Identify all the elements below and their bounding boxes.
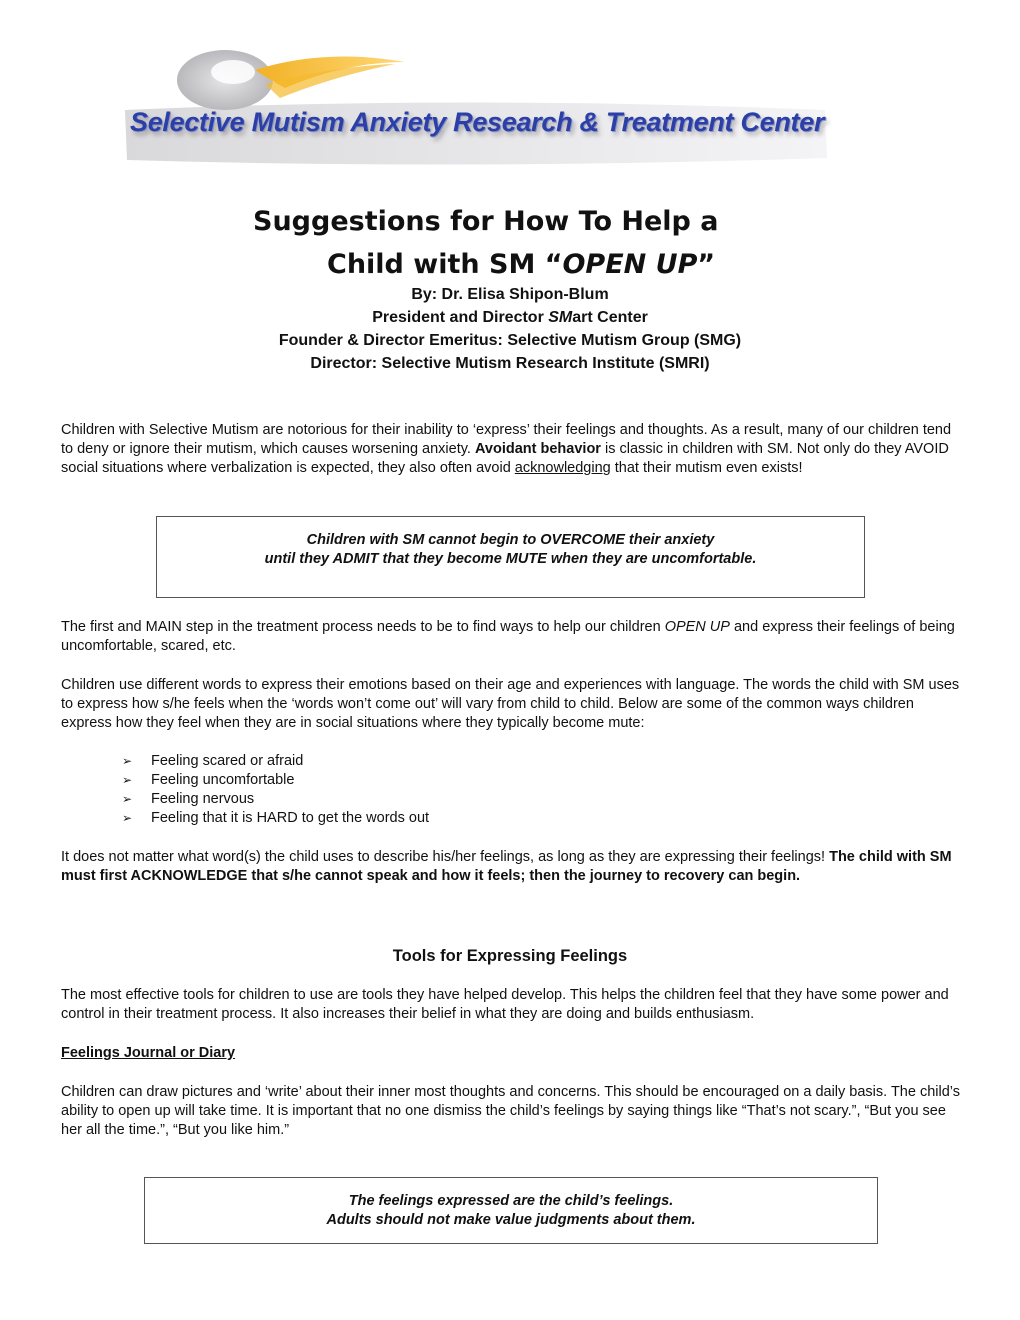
organization-logo	[105, 40, 845, 175]
author-role-2: Founder & Director Emeritus: Selective Mutism Group (SMG)	[278, 332, 742, 349]
acknowledge-paragraph: It does not matter what word(s) the child uses to describe his/her feelings, as long as they are expressing their feelings! The child with SM must first ACKNOWLEDGE that s/he cannot speak and how it feels; then the journey to recovery can begin.	[61, 849, 952, 884]
document-title-line-2: Child with SM “OPEN UP”	[327, 249, 716, 280]
logo-title: Selective Mutism Anxiety Research & Treatment Center	[130, 107, 825, 137]
journal-subheading: Feelings Journal or Diary	[61, 1045, 236, 1061]
list-item: ➢ Feeling that it is HARD to get the words out	[122, 810, 430, 826]
callout-box-overcome	[156, 516, 865, 598]
arrow-bullet-icon: ➢	[122, 773, 133, 787]
arrow-bullet-icon: ➢	[122, 792, 133, 806]
arrow-bullet-icon: ➢	[122, 754, 133, 768]
document-title-line-1: Suggestions for How To Help a	[253, 206, 719, 237]
journal-paragraph: Children can draw pictures and ‘write’ about their inner most thoughts and concerns. This should be encouraged on a daily basis. The child’s ability to open up will take time. It is important that no one dismiss the child’s feelings by saying things like “That’s not scary.”, “But you see her all the time.”, “But you like him.”	[61, 1084, 960, 1138]
callout-box-feelings	[144, 1177, 878, 1244]
first-step-paragraph: The first and MAIN step in the treatment process needs to be to find ways to help our children OPEN UP and express their feelings of being uncomfortable, scared, etc.	[61, 619, 955, 654]
intro-paragraph: Children with Selective Mutism are notorious for their inability to ‘express’ their feelings and thoughts. As a result, many of our children tend to deny or ignore their mutism, which causes worsening anxiety. Avoidant behavior is classic in children with SM. Not only do they AVOID social situations where verbalization is expected, they also often avoid acknowledging that their mutism even exists!	[61, 422, 952, 476]
list-item: ➢ Feeling uncomfortable	[122, 772, 295, 788]
list-item: ➢ Feeling nervous	[122, 791, 255, 807]
author-byline: By: Dr. Elisa Shipon-Blum	[411, 286, 609, 303]
callout-line: until they ADMIT that they become MUTE when they are uncomfortable.	[264, 551, 757, 567]
callout-line: Adults should not make value judgments about them.	[326, 1212, 696, 1228]
arrow-bullet-icon: ➢	[122, 811, 133, 825]
tools-paragraph: The most effective tools for children to use are tools they have helped develop. This helps the children feel that they have some power and control in their treatment process. It also increases their belief in what they are doing and builds enthusiasm.	[61, 987, 949, 1022]
words-paragraph: Children use different words to express their emotions based on their age and experiences with language. The words the child with SM uses to express how s/he feels when the ‘words won’t come out’ will vary from child to child. Below are some of the common ways children express how they feel when they are in social situations where they typically become mute:	[61, 677, 960, 731]
author-role-3: Director: Selective Mutism Research Institute (SMRI)	[310, 355, 710, 372]
feelings-list	[122, 752, 429, 828]
callout-line: Children with SM cannot begin to OVERCOME their anxiety	[306, 532, 715, 548]
callout-line: The feelings expressed are the child’s feelings.	[348, 1193, 674, 1209]
author-role-1: President and Director SMart Center	[372, 309, 648, 326]
list-item: ➢ Feeling scared or afraid	[122, 753, 304, 769]
tools-section-heading: Tools for Expressing Feelings	[392, 947, 628, 965]
